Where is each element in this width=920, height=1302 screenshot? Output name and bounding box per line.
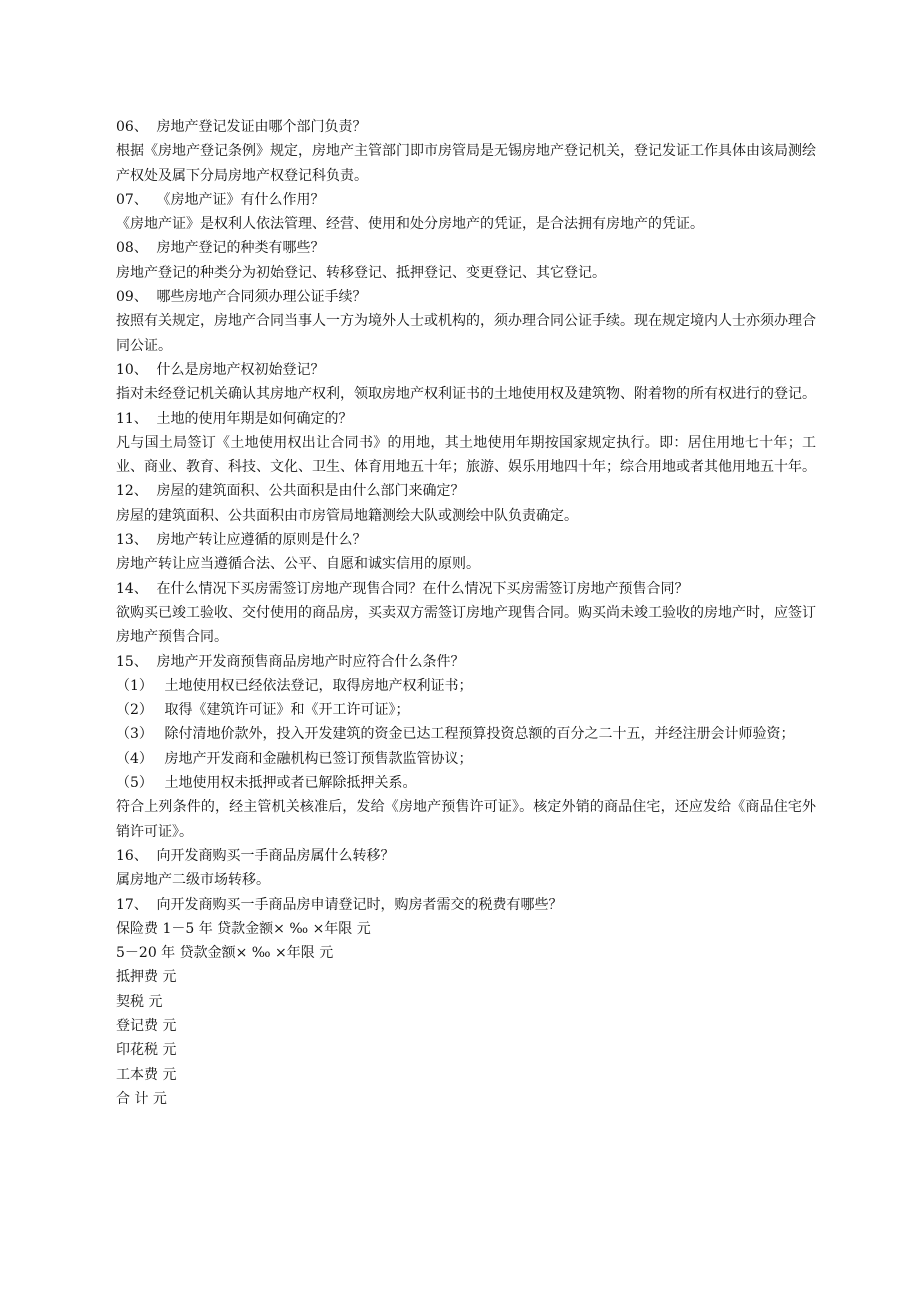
question-14 bbox=[116, 577, 816, 601]
question-text: 什么是房地产权初始登记？ bbox=[156, 361, 325, 378]
question-text: 房地产登记的种类有哪些？ bbox=[156, 240, 325, 257]
question-text: 土地的使用年期是如何确定的？ bbox=[156, 410, 353, 427]
question-text: 向开发商购买一手商品房属什么转移？ bbox=[156, 847, 395, 864]
condition-item bbox=[116, 722, 816, 746]
question-text: 房地产登记发证由哪个部门负责？ bbox=[156, 119, 367, 135]
fee-registration: 登记费 元 bbox=[116, 1017, 177, 1034]
fee-deed-tax: 契税 元 bbox=[116, 993, 163, 1010]
condition-item bbox=[116, 674, 816, 698]
answer-10: 指对未经登记机关确认其房地产权利，领取房地产权利证书的土地使用权及建筑物、附着物的所有权进行的登记。 bbox=[116, 386, 816, 403]
question-text: 在什么情况下买房需签订房地产现售合同？在什么情况下买房需签订房地产预售合同？ bbox=[156, 580, 689, 597]
question-text: 向开发商购买一手商品房申请登记时，购房者需交的税费有哪些？ bbox=[156, 896, 563, 913]
question-11 bbox=[116, 407, 816, 431]
condition-number: （5） bbox=[116, 775, 153, 792]
fee-insurance-5-20: 5－20 年 贷款金额× ‰ ×年限 元 bbox=[116, 945, 334, 962]
question-text: 房屋的建筑面积、公共面积是由什么部门来确定？ bbox=[156, 483, 465, 500]
answer-14: 欲购买已竣工验收、交付使用的商品房，买卖双方需签订房地产现售合同。购买尚未竣工验收的房地产时，应签订房地产预售合同。 bbox=[116, 604, 816, 646]
fee-mortgage: 抵押费 元 bbox=[116, 969, 177, 986]
question-12 bbox=[116, 479, 816, 503]
question-text: 《房地产证》有什么作用？ bbox=[156, 191, 325, 208]
question-number: 07、 bbox=[116, 191, 148, 208]
question-number: 11、 bbox=[116, 410, 148, 427]
question-number: 15、 bbox=[116, 653, 148, 670]
question-08 bbox=[116, 236, 816, 260]
question-text: 房地产开发商预售商品房地产时应符合什么条件？ bbox=[156, 653, 465, 670]
condition-text: 除付清地价款外，投入开发建筑的资金已达工程预算投资总额的百分之二十五，并经注册会计师验资； bbox=[164, 726, 795, 743]
document-body bbox=[116, 115, 816, 1111]
answer-16: 属房地产二级市场转移。 bbox=[116, 872, 270, 889]
condition-item bbox=[116, 747, 816, 771]
condition-number: （3） bbox=[116, 726, 153, 743]
question-number: 08、 bbox=[116, 240, 148, 257]
condition-item bbox=[116, 698, 816, 722]
fee-insurance-1-5: 保险费 1－5 年 贷款金额× ‰ ×年限 元 bbox=[116, 920, 371, 937]
question-number: 16、 bbox=[116, 847, 148, 864]
answer-13: 房地产转让应当遵循合法、公平、自愿和诚实信用的原则。 bbox=[116, 556, 480, 573]
question-17 bbox=[116, 893, 816, 917]
question-text: 房地产转让应遵循的原则是什么？ bbox=[156, 532, 367, 549]
question-number: 12、 bbox=[116, 483, 148, 500]
answer-12: 房屋的建筑面积、公共面积由市房管局地籍测绘大队或测绘中队负责确定。 bbox=[116, 507, 578, 524]
answer-15: 符合上列条件的，经主管机关核准后，发给《房地产预售许可证》。核定外销的商品住宅，还应发给《商品住宅外销许可证》。 bbox=[116, 799, 816, 840]
answer-07: 《房地产证》是权利人依法管理、经营、使用和处分房地产的凭证，是合法拥有房地产的凭证。 bbox=[116, 216, 704, 233]
question-13 bbox=[116, 528, 816, 552]
question-06 bbox=[116, 115, 816, 139]
answer-08: 房地产登记的种类分为初始登记、转移登记、抵押登记、变更登记、其它登记。 bbox=[116, 264, 606, 281]
condition-text: 取得《建筑许可证》和《开工许可证》； bbox=[164, 702, 410, 719]
question-09 bbox=[116, 285, 816, 309]
fee-stamp-duty: 印花税 元 bbox=[116, 1042, 177, 1059]
answer-09: 按照有关规定，房地产合同当事人一方为境外人士或机构的，须办理合同公证手续。现在规定境内人士亦须办理合同公证。 bbox=[116, 313, 816, 354]
question-16 bbox=[116, 844, 816, 868]
question-text: 哪些房地产合同须办理公证手续？ bbox=[156, 289, 367, 306]
question-number: 10、 bbox=[116, 361, 148, 378]
condition-text: 土地使用权未抵押或者已解除抵押关系。 bbox=[164, 775, 417, 792]
question-07 bbox=[116, 188, 816, 212]
question-15 bbox=[116, 650, 816, 674]
question-number: 13、 bbox=[116, 532, 148, 549]
condition-number: （1） bbox=[116, 677, 153, 694]
condition-text: 房地产开发商和金融机构已签订预售款监管协议； bbox=[164, 750, 473, 767]
question-number: 09、 bbox=[116, 289, 148, 306]
question-number: 17、 bbox=[116, 896, 148, 913]
answer-06: 根据《房地产登记条例》规定，房地产主管部门即市房管局是无锡房地产登记机关，登记发证工作具体由该局测绘产权处及属下分局房地产权登记科负责。 bbox=[116, 143, 816, 184]
fee-certificate-cost: 工本费 元 bbox=[116, 1066, 177, 1083]
question-10 bbox=[116, 358, 816, 382]
fee-total: 合 计 元 bbox=[116, 1090, 167, 1107]
question-number: 06、 bbox=[116, 119, 148, 135]
condition-text: 土地使用权已经依法登记，取得房地产权利证书； bbox=[164, 677, 473, 694]
answer-11: 凡与国土局签订《土地使用权出让合同书》的用地，其土地使用年期按国家规定执行。即：居住用地七十年；工业、商业、教育、科技、文化、卫生、体育用地五十年；旅游、娱乐用地四十年；综合用地或者其他用地五十年。 bbox=[116, 434, 816, 476]
condition-number: （2） bbox=[116, 702, 153, 719]
question-number: 14、 bbox=[116, 580, 148, 597]
condition-item bbox=[116, 771, 816, 795]
condition-number: （4） bbox=[116, 750, 153, 767]
